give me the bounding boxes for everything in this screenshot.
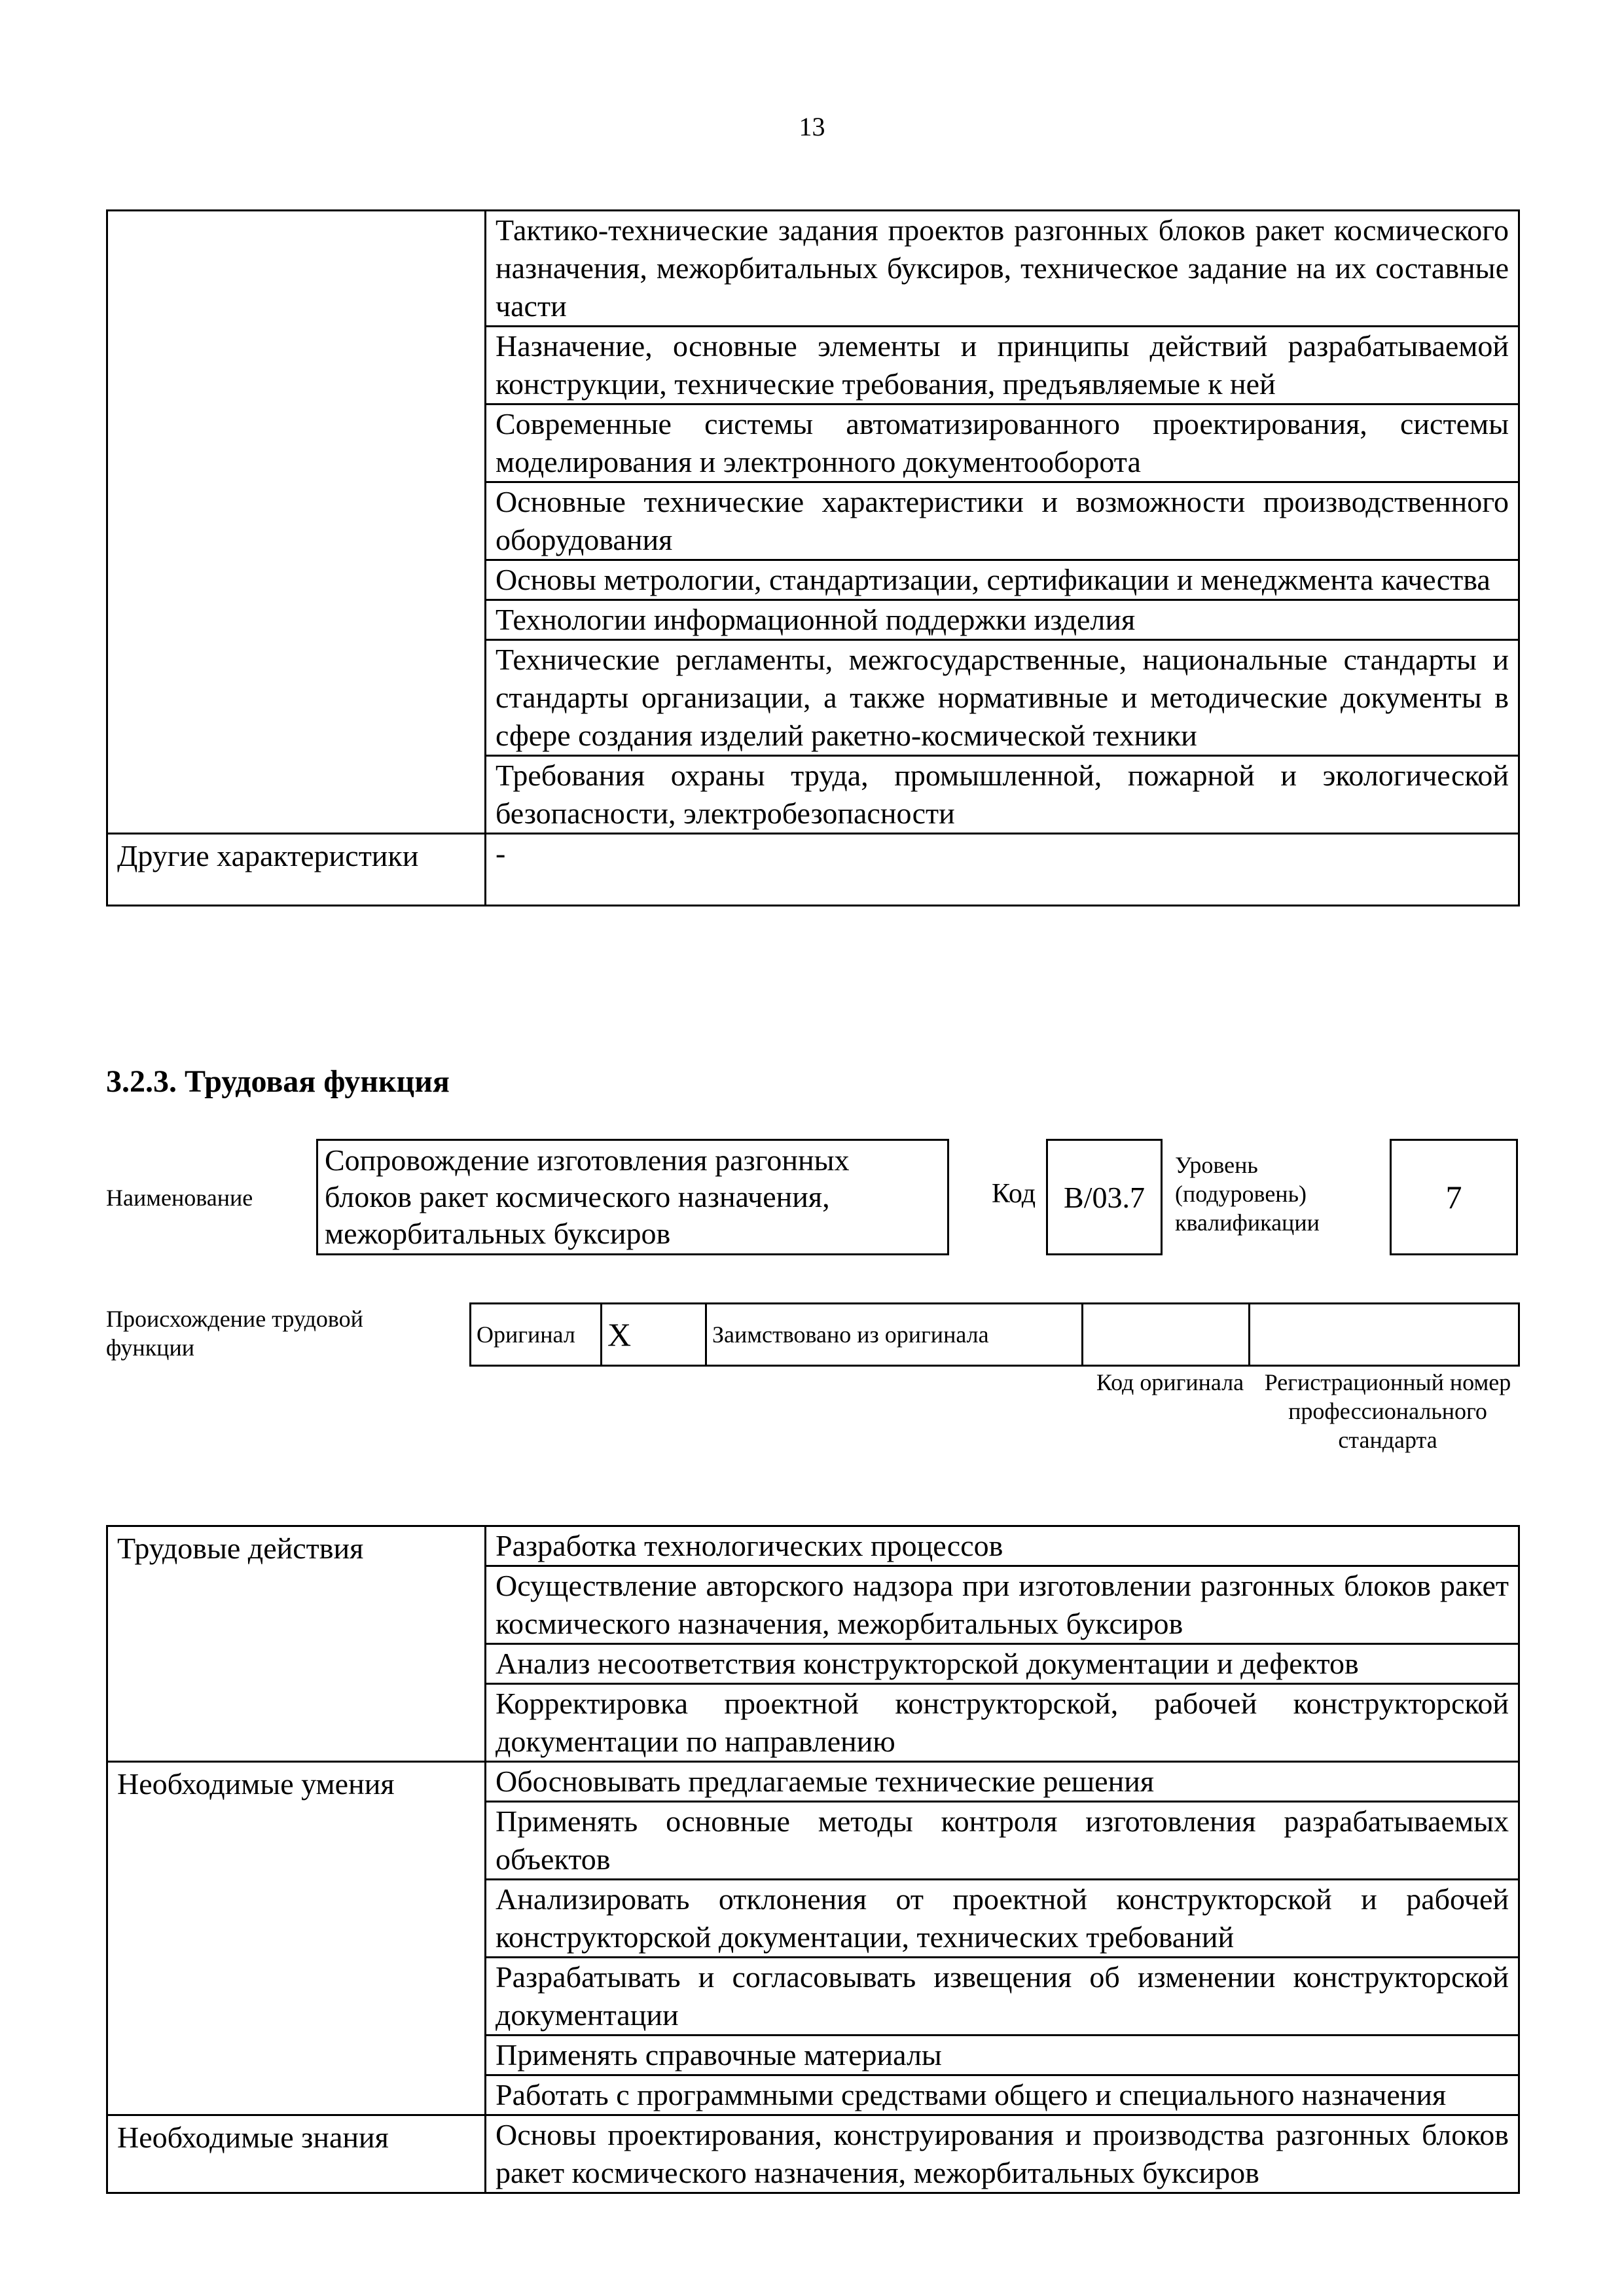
- page-number: 13: [799, 112, 825, 141]
- group-label: Трудовые действия: [107, 1526, 486, 1762]
- knowledge-item: Технические регламенты, межгосударственные, национальные стандарты и стандарты организации, а также нормативные и методические документы в сфере создания изделий ракетно-космической техники: [486, 640, 1519, 756]
- origin-code-caption: Код оригинала: [1096, 1369, 1244, 1395]
- origin-borrowed-cell: Заимствовано из оригинала: [706, 1304, 1083, 1366]
- other-characteristics-value: -: [486, 834, 1519, 906]
- table-item: Разработка технологических процессов: [486, 1526, 1519, 1566]
- origin-mark-cell: X: [602, 1304, 706, 1366]
- table-item: Разрабатывать и согласовывать извещения об изменении конструкторской документации: [486, 1958, 1519, 2036]
- group-label: Необходимые знания: [107, 2115, 486, 2193]
- table-item: Основы проектирования, конструирования и производства разгонных блоков ракет космического назначения, межорбитальных буксиров: [486, 2115, 1519, 2193]
- origin-original-cell: Оригинал: [471, 1304, 602, 1366]
- table-item: Корректировка проектной конструкторской, рабочей конструкторской документации по направлению: [486, 1684, 1519, 1762]
- knowledge-table-continued: [106, 209, 1520, 906]
- other-characteristics-label: Другие характеристики: [107, 834, 486, 906]
- knowledge-item: Основы метрологии, стандартизации, сертификации и менеджмента качества: [486, 560, 1519, 600]
- origin-reg-number-cell: [1250, 1304, 1519, 1366]
- table-row: [107, 834, 1519, 906]
- table-item: Анализ несоответствия конструкторской документации и дефектов: [486, 1644, 1519, 1684]
- origin-code-cell: [1083, 1304, 1250, 1366]
- knowledge-item: Современные системы автоматизированного проектирования, системы моделирования и электронного документооборота: [486, 404, 1519, 482]
- group-label: Необходимые умения: [107, 1762, 486, 2115]
- table-item: Применять основные методы контроля изготовления разрабатываемых объектов: [486, 1802, 1519, 1880]
- table-row: [107, 1526, 1519, 1566]
- empty-label-cell: [107, 211, 486, 834]
- code-value-box: B/03.7: [1046, 1139, 1163, 1255]
- knowledge-item: Требования охраны труда, промышленной, пожарной и экологической безопасности, электробезопасности: [486, 756, 1519, 834]
- origin-label: Происхождение трудовой функции: [106, 1306, 363, 1361]
- table-item: Применять справочные материалы: [486, 2036, 1519, 2075]
- knowledge-item: Назначение, основные элементы и принципы действий разрабатываемой конструкции, технические требования, предъявляемые к ней: [486, 327, 1519, 404]
- table-row: [107, 211, 1519, 327]
- table-item: Анализировать отклонения от проектной конструкторской и рабочей конструкторской документации, технических требований: [486, 1880, 1519, 1958]
- origin-table: [469, 1302, 1520, 1367]
- qualification-level-box: 7: [1390, 1139, 1518, 1255]
- table-item: Обосновывать предлагаемые технические решения: [486, 1762, 1519, 1802]
- knowledge-item: Основные технические характеристики и возможности производственного оборудования: [486, 482, 1519, 560]
- table-item: Работать с программными средствами общего и специального назначения: [486, 2075, 1519, 2115]
- table-row: [107, 1762, 1519, 1802]
- table-item: Осуществление авторского надзора при изготовлении разгонных блоков ракет космического назначения, межорбитальных буксиров: [486, 1566, 1519, 1644]
- origin-reg-caption: Регистрационный номер профессионального стандарта: [1264, 1369, 1511, 1453]
- labor-function-table: [106, 1525, 1520, 2194]
- code-label: Код: [992, 1179, 1036, 1209]
- knowledge-item: Технологии информационной поддержки изделия: [486, 600, 1519, 640]
- function-name-box: Сопровождение изготовления разгонных блоков ракет космического назначения, межорбитальных буксиров: [316, 1139, 949, 1255]
- table-row: [107, 2115, 1519, 2193]
- knowledge-item: Тактико-технические задания проектов разгонных блоков ракет космического назначения, межорбитальных буксиров, техническое задание на их составные части: [486, 211, 1519, 327]
- qualification-level-label: Уровень (подуровень) квалификации: [1175, 1152, 1320, 1236]
- section-heading: 3.2.3. Трудовая функция: [106, 1064, 450, 1099]
- name-label: Наименование: [106, 1185, 253, 1211]
